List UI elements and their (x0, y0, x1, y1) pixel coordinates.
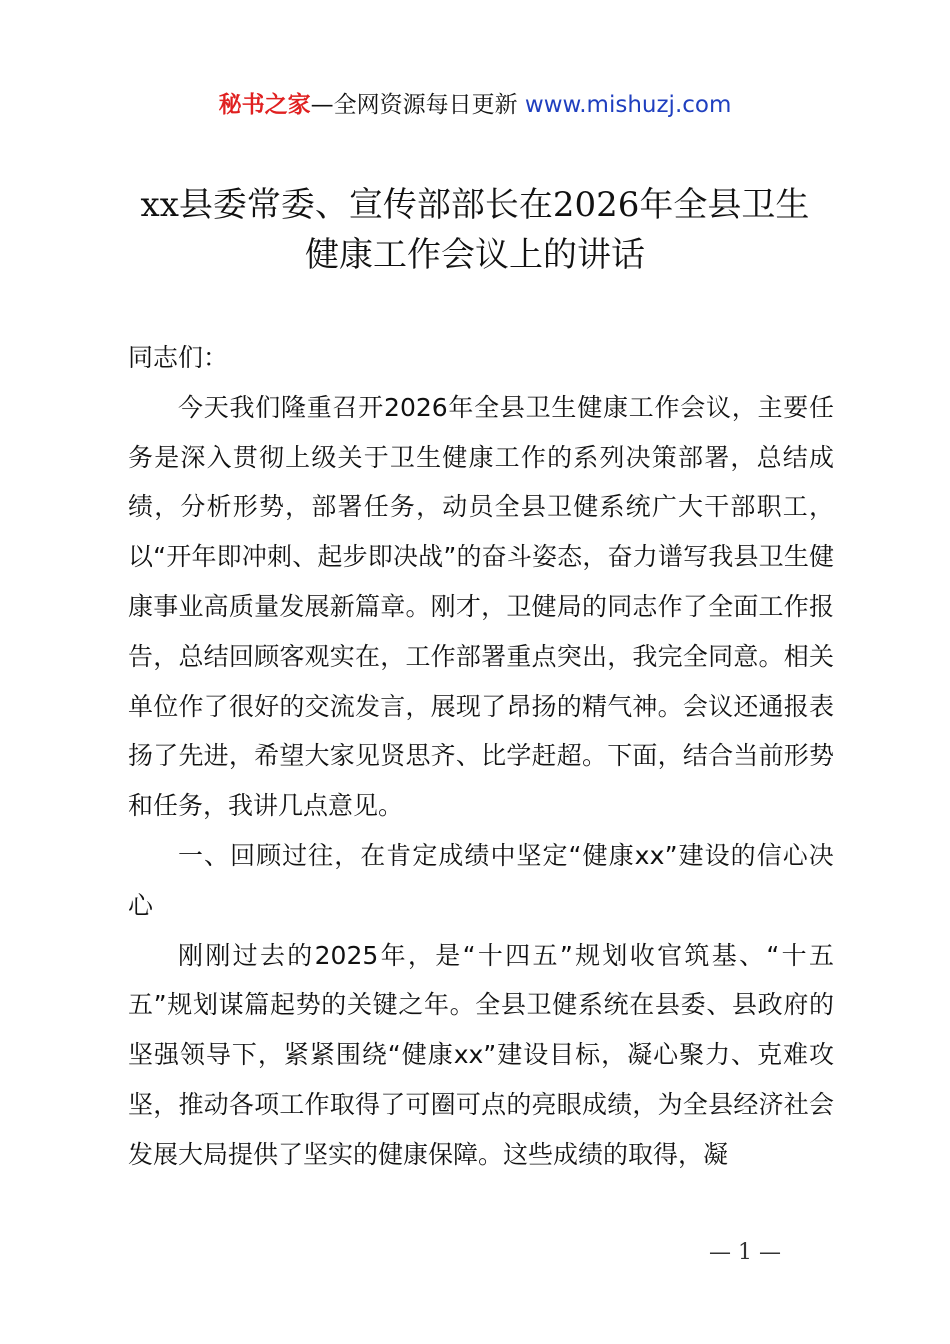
document-title (100, 180, 850, 280)
document-body (128, 333, 834, 1180)
section-heading-1: 一、回顾过往，在肯定成绩中坚定“健康xx”建设的信心决心 (128, 840, 834, 920)
site-tagline: —全网资源每日更新 (310, 92, 525, 118)
site-brand: 秘书之家 (218, 92, 311, 118)
site-header (0, 88, 950, 122)
paragraph-review: 刚刚过去的2025年，是“十四五”规划收官筑基、“十五五”规划谋篇起势的关键之年。全县卫健系统在县委、县政府的坚强领导下，紧紧围绕“健康xx”建设目标，凝心聚力、克难攻坚，推动各项工作取得了可圈可点的亮眼成绩，为全县经济社会发展大局提供了坚实的健康保障。这些成绩的取得，凝 (128, 940, 834, 1169)
salutation: 同志们： (128, 343, 229, 372)
title-line-2: 健康工作会议上的讲话 (305, 235, 645, 275)
title-line-1: xx县委常委、宣传部部长在2026年全县卫生 (140, 185, 810, 225)
site-url-link[interactable]: www.mishuzj.com (524, 92, 732, 118)
page-number: — 1 — (709, 1240, 781, 1265)
paragraph-intro: 今天我们隆重召开2026年全县卫生健康工作会议，主要任务是深入贯彻上级关于卫生健康工作的系列决策部署，总结成绩，分析形势，部署任务，动员全县卫健系统广大干部职工，以“开年即冲刺、起步即决战”的奋斗姿态，奋力谱写我县卫生健康事业高质量发展新篇章。刚才，卫健局的同志作了全面工作报告，总结回顾客观实在，工作部署重点突出，我完全同意。相关单位作了很好的交流发言，展现了昂扬的精气神。会议还通报表扬了先进，希望大家见贤思齐、比学赶超。下面，结合当前形势和任务，我讲几点意见。 (128, 392, 834, 821)
